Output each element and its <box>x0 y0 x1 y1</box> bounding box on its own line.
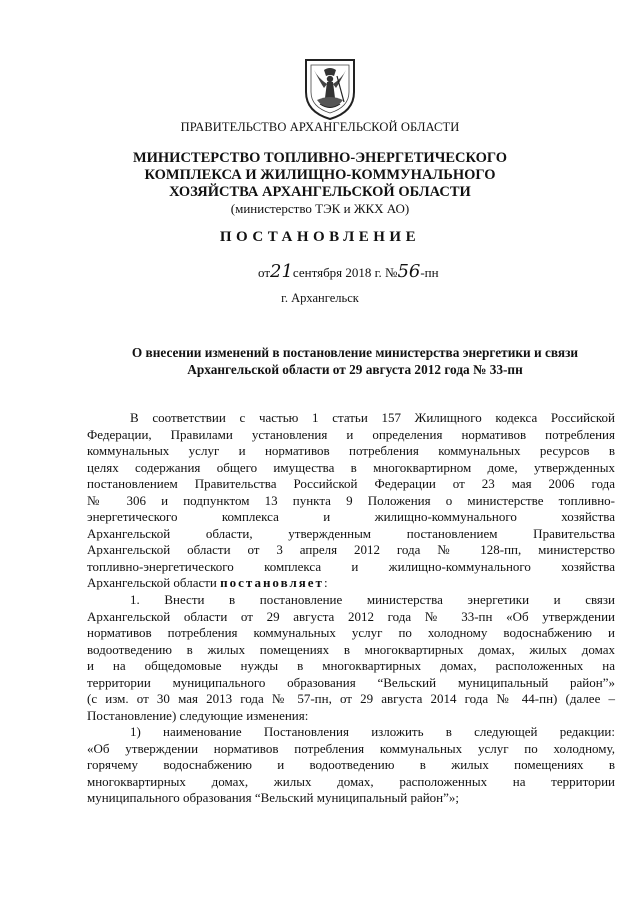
paragraph-subitem-1 <box>87 724 615 807</box>
text-line <box>87 575 615 592</box>
decree-keyword: постановляет <box>220 575 324 590</box>
text-line: муниципального образования “Вельский муниципальный район”»; <box>87 790 460 805</box>
subject-line: Архангельской области от 29 августа 2012 года № 33-пн <box>187 362 523 377</box>
date-number-line <box>258 261 439 282</box>
text-line: № 306 и подпунктом 13 пункта 9 Положения о министерстве топливно- <box>87 492 615 508</box>
text-line: постановлением Правительства Российской Федерации от 23 мая 2006 года <box>87 476 615 491</box>
handwritten-number: 56 <box>397 261 421 282</box>
paragraph-item-1 <box>87 592 615 724</box>
text-line: Архангельской области от 3 апреля 2012 года № 128-пп, министерство <box>87 542 615 557</box>
text-line: Архангельской области от 29 августа 2012 года № 33-пн «Об утверждении <box>87 608 615 624</box>
decree-colon: : <box>323 575 328 590</box>
document-subject <box>95 344 615 378</box>
text-line: энергетического комплекса и жилищно-коммунального хозяйства <box>87 509 615 524</box>
ministry-name <box>0 150 640 201</box>
text-line: коммунальных услуг и нормативов потребления коммунальных ресурсов в <box>87 443 615 458</box>
text-line: Архангельской области, утвержденным постановлением Правительства <box>87 525 615 541</box>
city: г. Архангельск <box>281 291 359 305</box>
text-line: многоквартирных домах, жилых домах, расположенных на территории <box>87 773 615 789</box>
text-line: и на общедомовые нужды в многоквартирных домах, расположенных на <box>87 658 615 673</box>
handwritten-day: 21 <box>270 261 293 282</box>
text-line: нормативов потребления коммунальных услуг по холодному водоснабжению и <box>87 625 615 640</box>
coat-of-arms-emblem <box>300 56 360 122</box>
subject-line: О внесении изменений в постановление министерства энергетики и связи <box>131 345 579 360</box>
text-line: горячему водоснабжению и водоотведению в жилых помещениях в <box>87 757 615 772</box>
text-line: Постановление) следующие изменения: <box>87 707 309 723</box>
text-line: водоотведению в жилых помещениях в многоквартирных домах, жилых домах <box>87 641 615 657</box>
paragraph-preamble <box>87 410 615 592</box>
text-line: целях содержания общего имущества в многоквартирном доме, утвержденных <box>87 459 615 475</box>
text-line: Федерации, Правилами установления и определения нормативов потребления <box>87 426 615 442</box>
text-line: (с изм. от 30 мая 2013 года № 57-пн, от 29 августа 2014 года № 44-пн) (далее – <box>87 691 615 706</box>
text-line: «Об утверждении нормативов потребления коммунальных услуг по холодному, <box>87 740 615 756</box>
ministry-abbreviation: (министерство ТЭК и ЖКХ АО) <box>230 201 410 216</box>
ministry-line: МИНИСТЕРСТВО ТОПЛИВНО-ЭНЕРГЕТИЧЕСКОГО <box>132 150 508 166</box>
text-line: 1) наименование Постановления изложить в следующей редакции: <box>130 724 615 739</box>
text-line: В соответствии с частью 1 статьи 157 Жилищного кодекса Российской <box>130 410 615 425</box>
decree-lead: Архангельской области <box>87 575 221 590</box>
date-rest: сентября 2018 г. № <box>292 265 398 280</box>
text-line: территории муниципального образования “Вельский муниципальный район”» <box>87 674 615 690</box>
government-name: ПРАВИТЕЛЬСТВО АРХАНГЕЛЬСКОЙ ОБЛАСТИ <box>180 120 460 134</box>
number-suffix: -пн <box>420 265 439 280</box>
date-prefix: от <box>258 265 271 280</box>
text-line: 1. Внести в постановление министерства энергетики и связи <box>130 592 615 607</box>
document-type: ПОСТАНОВЛЕНИЕ <box>219 229 421 245</box>
text-line: топливно-энергетического комплекса и жилищно-коммунального хозяйства <box>87 558 615 574</box>
ministry-line: ХОЗЯЙСТВА АРХАНГЕЛЬСКОЙ ОБЛАСТИ <box>169 184 471 200</box>
ministry-line: КОМПЛЕКСА И ЖИЛИЩНО-КОММУНАЛЬНОГО <box>144 167 496 183</box>
